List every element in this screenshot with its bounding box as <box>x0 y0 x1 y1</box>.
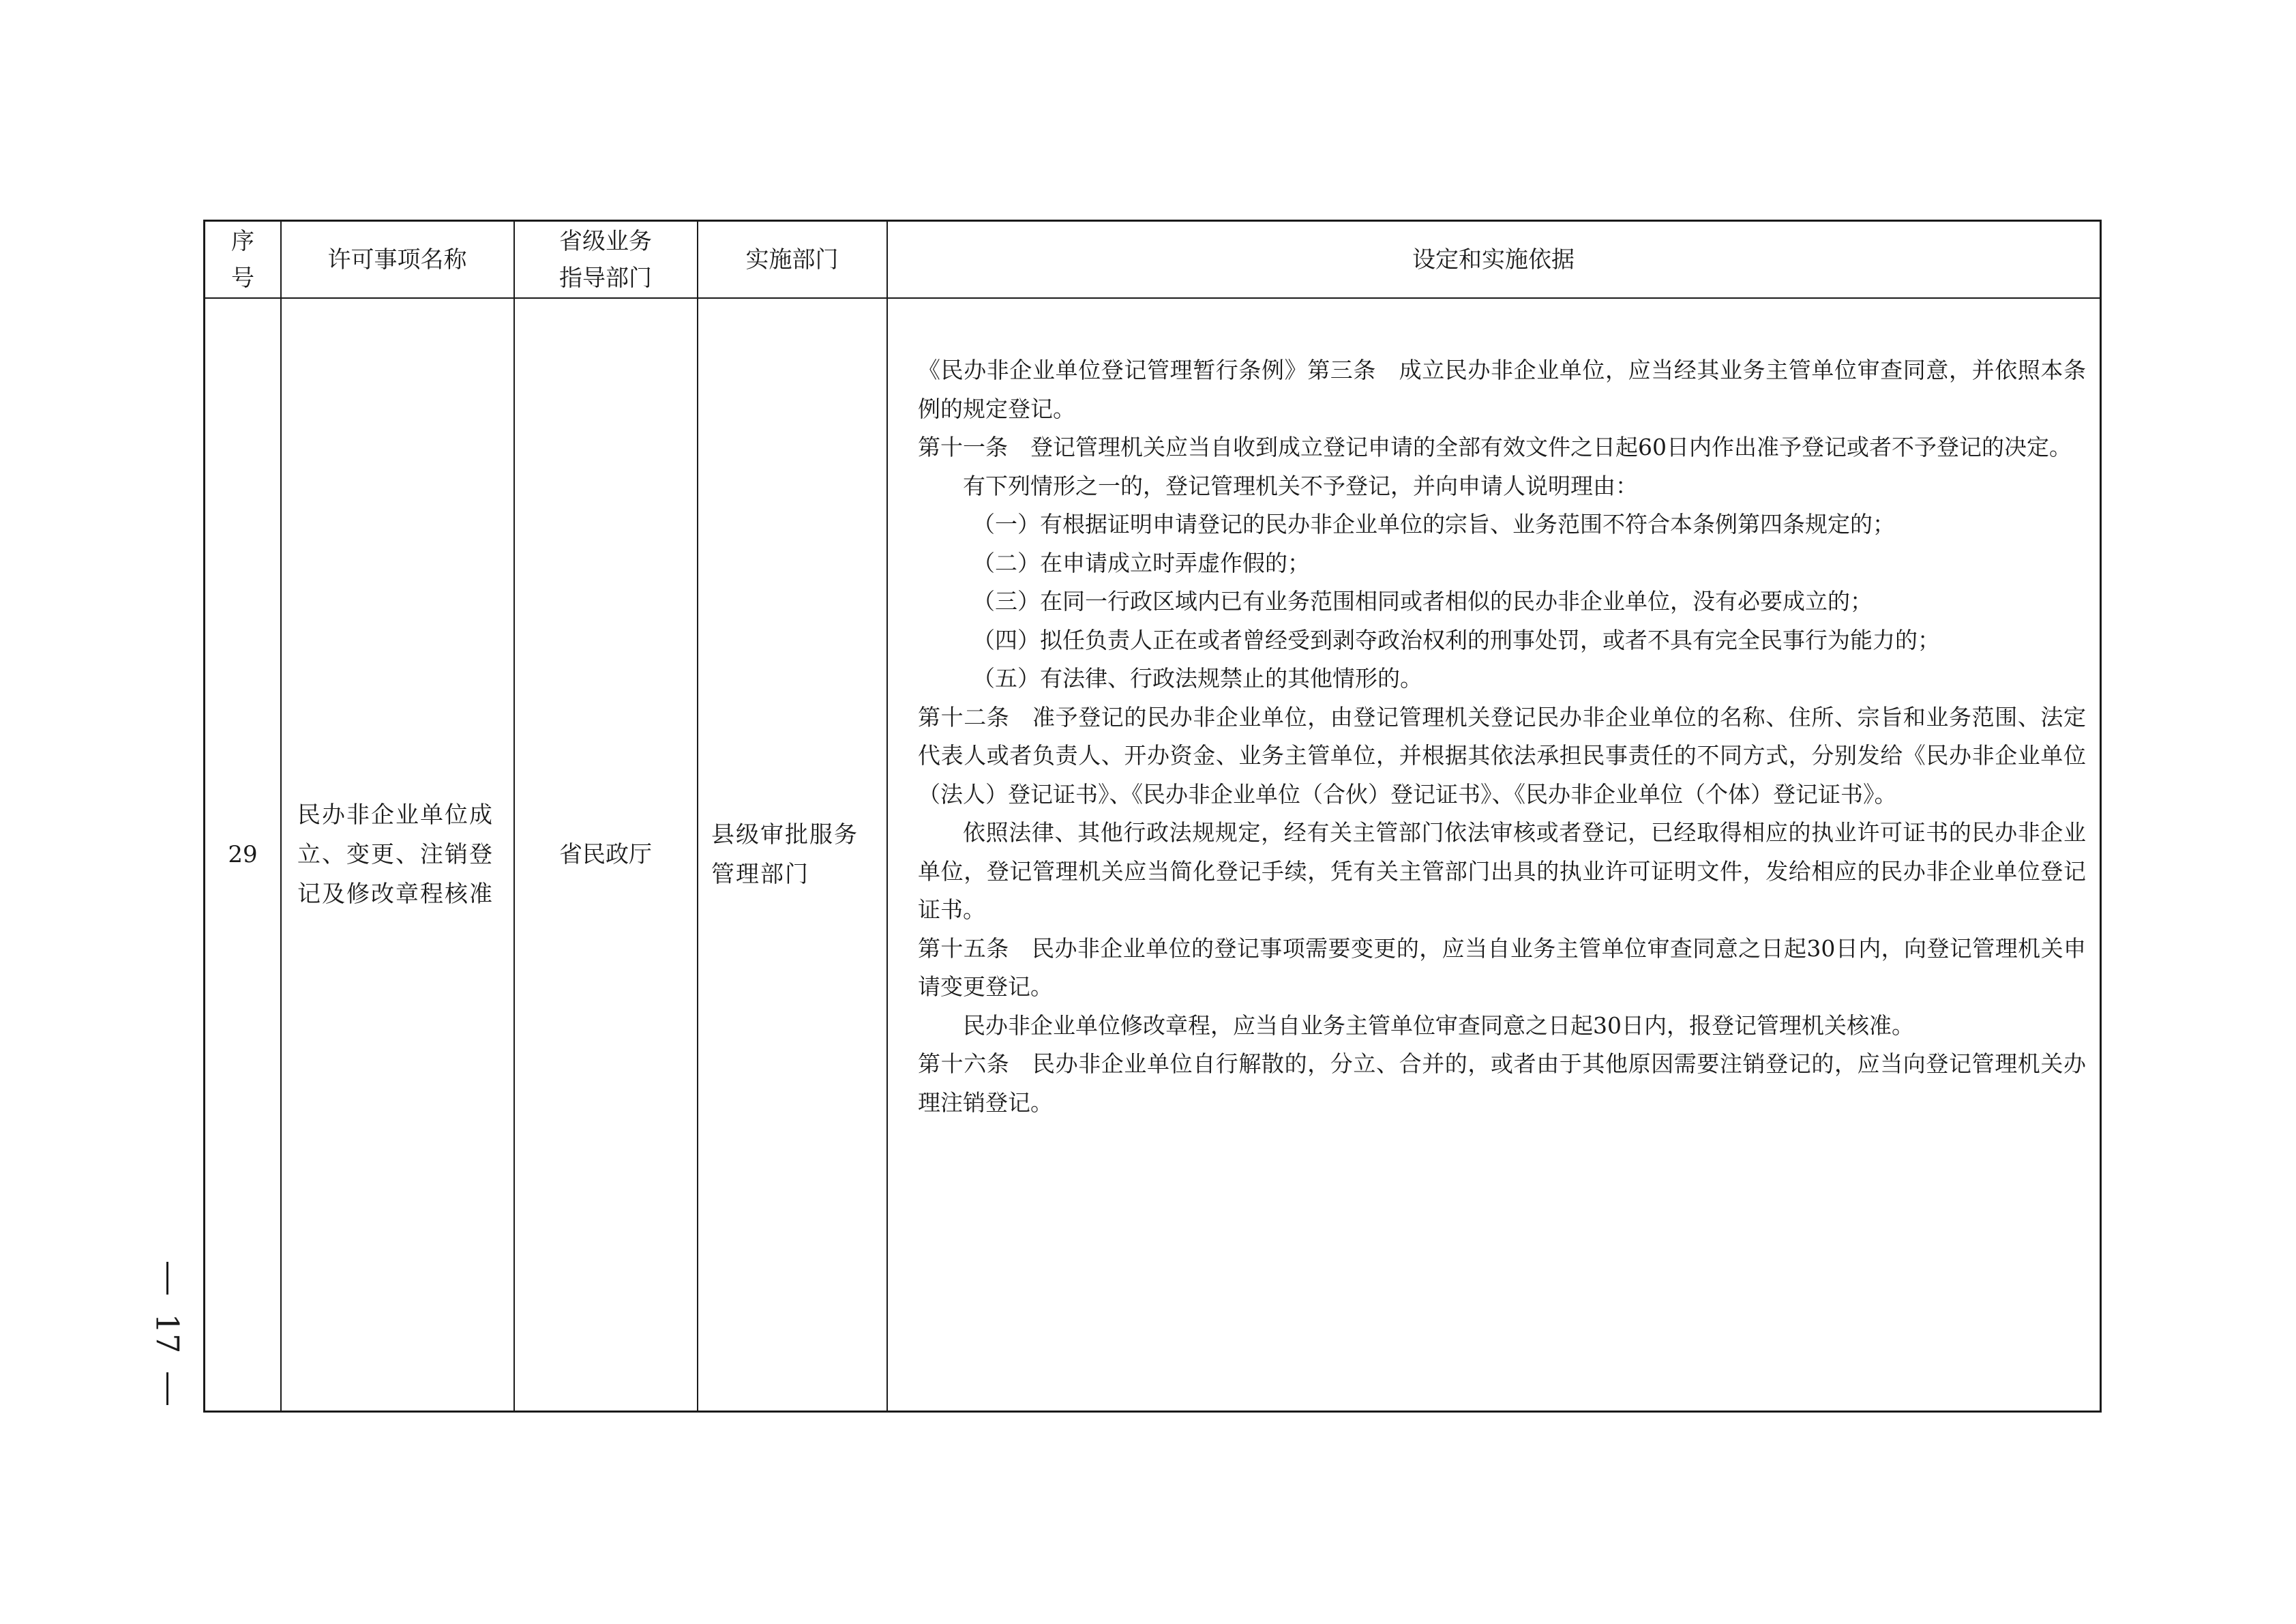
header-implement-dept: 实施部门 <box>745 246 839 274</box>
row-province-dept: 省民政厅 <box>559 840 652 868</box>
permit-table <box>203 220 2102 1413</box>
row-basis <box>901 351 2100 1122</box>
basis-list-item: （四）拟任负责人正在或者曾经受到剥夺政治权利的刑事处罚，或者不具有完全民事行为能力的； <box>972 626 1940 653</box>
header-basis: 设定和实施依据 <box>1412 246 1575 274</box>
header-province-dept: 省级业务 指导部门 <box>559 228 652 292</box>
page-number-mark <box>149 1262 186 1426</box>
basis-paragraph: 民办非企业单位修改章程，应当自业务主管单位审查同意之日起30日内，报登记管理机关核准。 <box>963 1012 1914 1039</box>
page-dash <box>166 1262 168 1295</box>
basis-paragraph: 有下列情形之一的，登记管理机关不予登记，并向申请人说明理由： <box>963 472 1638 499</box>
page-number: 17 <box>149 1313 186 1354</box>
basis-paragraph: 第十二条 准予登记的民办非企业单位，由登记管理机关登记民办非企业单位的名称、住所、宗旨和业务范围、法定代表人或者负责人、开办资金、业务主管单位，并根据其依法承担民事责任的不同方式，分别发给《民办非企业单位（法人）登记证书》、《民办非企业单位（合伙）登记证书》、《民办非企业单位（个体）登记证书》。 <box>918 703 2086 808</box>
row-seq: 29 <box>228 840 258 868</box>
row-permit-name: 民办非企业单位成立、变更、注销登记及修改章程核准 <box>297 801 494 908</box>
basis-list-item: （一）有根据证明申请登记的民办非企业单位的宗旨、业务范围不符合本条例第四条规定的； <box>972 511 1895 537</box>
column-divider <box>886 222 888 1411</box>
basis-paragraph: 第十六条 民办非企业单位自行解散的，分立、合并的，或者由于其他原因需要注销登记的，应当向登记管理机关办理注销登记。 <box>918 1050 2086 1116</box>
header-permit-name: 许可事项名称 <box>327 246 467 274</box>
basis-paragraph: 第十五条 民办非企业单位的登记事项需要变更的，应当自业务主管单位审查同意之日起30日内，向登记管理机关申请变更登记。 <box>918 934 2086 1000</box>
basis-list-item: （五）有法律、行政法规禁止的其他情形的。 <box>972 665 1422 692</box>
basis-list-item: （二）在申请成立时弄虚作假的； <box>972 549 1310 576</box>
header-seq: 序 号 <box>231 228 254 292</box>
basis-paragraph: 依照法律、其他行政法规规定，经有关主管部门依法审核或者登记，已经取得相应的执业许可证书的民办非企业单位，登记管理机关应当简化登记手续，凭有关主管部门出具的执业许可证明文件，发给相应的民办非企业单位登记证书。 <box>918 819 2086 923</box>
basis-paragraph: 《民办非企业单位登记管理暂行条例》第三条 成立民办非企业单位，应当经其业务主管单位审查同意，并依照本条例的规定登记。 <box>918 357 2086 422</box>
page-dash <box>166 1372 168 1405</box>
basis-paragraph: 第十一条 登记管理机关应当自收到成立登记申请的全部有效文件之日起60日内作出准予登记或者不予登记的决定。 <box>918 434 2072 460</box>
basis-list-item: （三）在同一行政区域内已有业务范围相同或者相似的民办非企业单位，没有必要成立的； <box>972 588 1873 615</box>
row-implement-dept: 县级审批服务管理部门 <box>711 821 859 888</box>
